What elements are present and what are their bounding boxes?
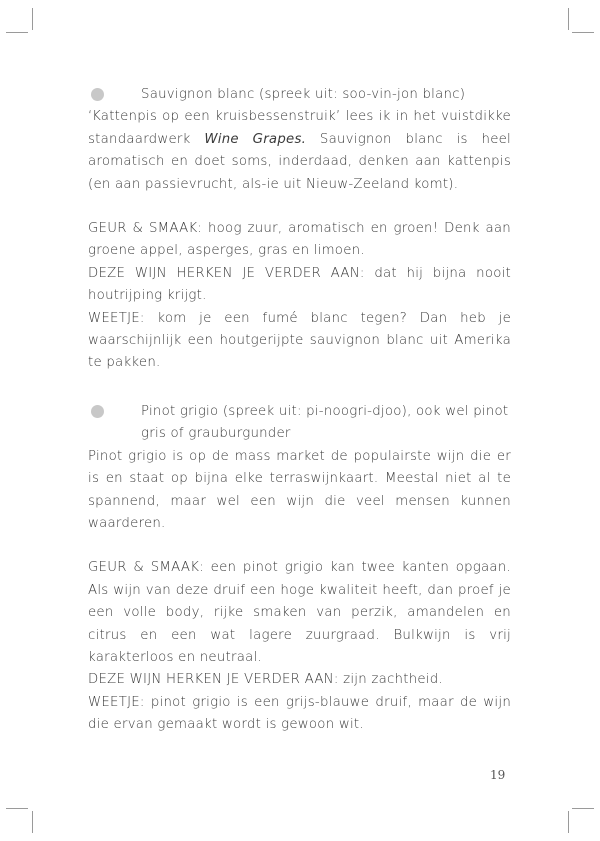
crop-mark-top-left [32, 8, 33, 30]
intro-text: ‘Kattenpis op een kruisbessenstruik’ lees ik in het vuistdikke standaardwerk [88, 109, 511, 147]
crop-mark-top-right [568, 8, 569, 30]
bullet-icon [91, 88, 104, 101]
book-title: Wine Grapes. [204, 131, 307, 147]
grape-heading-text: Pinot grigio (spreek uit: pi-noogri-djoo), ook wel pinot gris of grauburgunder [141, 403, 509, 442]
herken-label: DEZE WIJN HERKEN JE VERDER AAN: [88, 672, 339, 688]
page-number: 19 [490, 768, 506, 782]
herken-text: zijn zachtheid. [338, 672, 443, 688]
bullet-icon [91, 405, 104, 418]
grape-heading-sauvignon [88, 84, 511, 106]
geur-text: een pinot grigio kan twee kanten opgaan. Als wijn van deze druif een hoge kwaliteit heeft, dan proef je een volle body, rijke smaken van perzik, amandelen en citrus en een wat lagere zuurgraad. Bulkwijn is vrij karakterloos en neutraal. [88, 560, 511, 665]
grape-heading-text: Sauvignon blanc (spreek uit: soo-vin-jon blanc) [141, 87, 466, 102]
geur-smaak-paragraph [88, 218, 511, 263]
crop-mark-top-right-h [572, 32, 594, 33]
crop-mark-bottom-right-h [572, 808, 594, 809]
weetje-label: WEETJE: [88, 694, 145, 710]
weetje-text: pinot grigio is een grijs-blauwe druif, maar de wijn die ervan gemaakt wordt is gewoon wit. [88, 694, 511, 733]
geur-text: hoog zuur, aromatisch en groen! Denk aan groene appel, asperges, gras en limoen. [88, 221, 511, 259]
herken-paragraph [88, 669, 511, 691]
grape-heading-pinot [88, 401, 511, 446]
herken-label: DEZE WIJN HERKEN JE VERDER AAN: [88, 265, 365, 281]
weetje-label: WEETJE: [88, 310, 145, 326]
herken-text: dat hij bijna nooit houtrijping krijgt. [88, 265, 511, 304]
crop-mark-bottom-left-h [6, 808, 28, 809]
geur-label: GEUR & SMAAK: [88, 221, 203, 237]
geur-label: GEUR & SMAAK: [88, 560, 204, 576]
grape-intro [88, 106, 511, 196]
geur-smaak-paragraph [88, 557, 511, 669]
herken-paragraph [88, 263, 511, 308]
page-content [88, 84, 511, 737]
crop-mark-bottom-right [568, 811, 569, 833]
intro-text-cont: Sauvignon blanc is heel aromatisch en doet soms, inderdaad, denken aan kattenpis (en aan passievrucht, als-ie uit Nieuw-Zeeland komt). [88, 131, 511, 192]
crop-mark-bottom-left [32, 811, 33, 833]
crop-mark-top-left-h [6, 32, 28, 33]
weetje-paragraph [88, 308, 511, 375]
weetje-text: kom je een fumé blanc tegen? Dan heb je waarschijnlijk een houtgerijpte sauvignon blanc uit Amerika te pakken. [88, 310, 511, 371]
weetje-paragraph [88, 692, 511, 737]
grape-intro: Pinot grigio is op de mass market de populairste wijn die er is en staat op bijna elke terraswijnkaart. Meestal niet al te spannend, maar wel een wijn die veel mensen kunnen waarderen. [88, 448, 511, 531]
